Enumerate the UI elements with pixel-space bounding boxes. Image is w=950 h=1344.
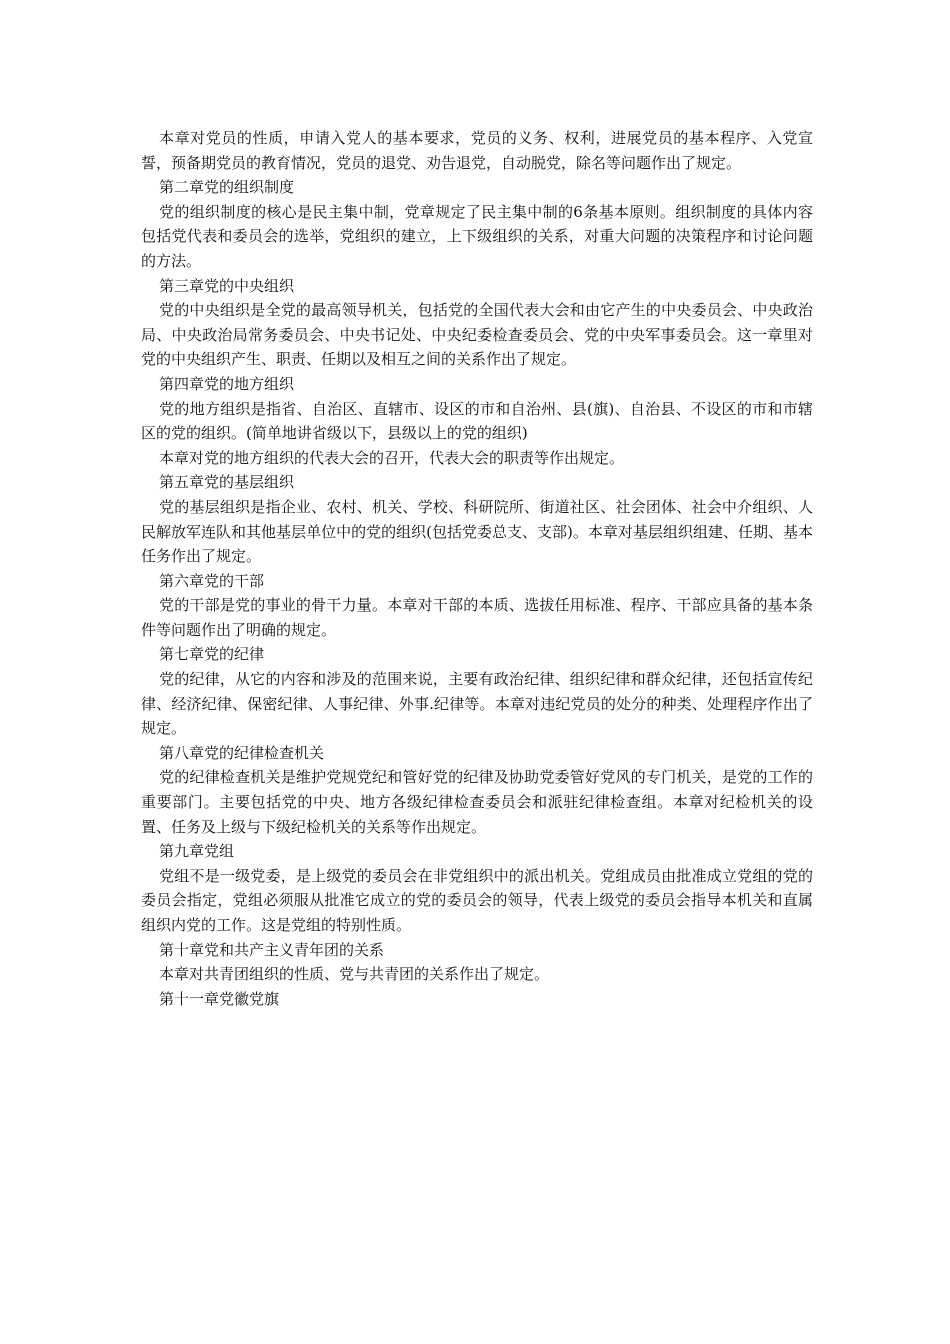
- chapter-heading-10: 第十章党和共产主义青年团的关系: [159, 940, 385, 959]
- chapter-heading-2: 第二章党的组织制度: [159, 178, 295, 197]
- paragraph-chapter1-summary: 本章对党员的性质，申请入党人的基本要求，党员的义务、权利，进展党员的基本程序、入党宣誓，预备期党员的教育情况，党员的退党、劝告退党，自动脱党，除名等问题作出了规定。: [141, 129, 813, 172]
- paragraph-chapter10-summary: 本章对共青团组织的性质、党与共青团的关系作出了规定。: [159, 965, 550, 984]
- paragraph-chapter7-summary: 党的纪律，从它的内容和涉及的范围来说，主要有政治纪律、组织纪律和群众纪律，还包括宣传纪律、经济纪律、保密纪律、人事纪律、外事.纪律等。本章对违纪党员的处分的种类、处理程序作出了规定。: [141, 670, 813, 738]
- chapter-heading-4: 第四章党的地方组织: [159, 374, 295, 393]
- paragraph-chapter4-note: 本章对党的地方组织的代表大会的召开，代表大会的职责等作出规定。: [159, 448, 625, 467]
- chapter-heading-7: 第七章党的纪律: [159, 645, 265, 664]
- chapter-heading-5: 第五章党的基层组织: [159, 473, 295, 492]
- paragraph-chapter6-summary: 党的干部是党的事业的骨干力量。本章对干部的本质、选拔任用标准、程序、干部应具备的基本条件等问题作出了明确的规定。: [141, 596, 813, 639]
- paragraph-chapter2-summary: 党的组织制度的核心是民主集中制，党章规定了民主集中制的6条基本原则。组织制度的具体内容包括党代表和委员会的选举，党组织的建立，上下级组织的关系，对重大问题的决策程序和讨论问题的方法。: [141, 202, 813, 270]
- paragraph-chapter3-summary: 党的中央组织是全党的最高领导机关，包括党的全国代表大会和由它产生的中央委员会、中央政治局、中央政治局常务委员会、中央书记处、中央纪委检查委员会、党的中央军事委员会。这一章里对党的中央组织产生、职责、任期以及相互之间的关系作出了规定。: [141, 301, 813, 369]
- chapter-heading-9: 第九章党组: [159, 842, 235, 861]
- chapter-heading-3: 第三章党的中央组织: [159, 276, 295, 295]
- chapter-heading-8: 第八章党的纪律检查机关: [159, 743, 325, 762]
- paragraph-chapter5-summary: 党的基层组织是指企业、农村、机关、学校、科研院所、街道社区、社会团体、社会中介组织、人民解放军连队和其他基层单位中的党的组织(包括党委总支、支部)。本章对基层组织组建、任期、基本任务作出了规定。: [141, 497, 813, 566]
- chapter-heading-6: 第六章党的干部: [159, 571, 265, 590]
- paragraph-chapter9-summary: 党组不是一级党委，是上级党的委员会在非党组织中的派出机关。党组成员由批准成立党组的党的委员会指定，党组必须服从批准它成立的党的委员会的领导，代表上级党的委员会指导本机关和直属组织内党的工作。这是党组的特别性质。: [141, 866, 813, 934]
- chapter-heading-11: 第十一章党徽党旗: [159, 989, 280, 1008]
- document-body: [141, 126, 813, 1011]
- paragraph-chapter8-summary: 党的纪律检查机关是维护党规党纪和管好党的纪律及协助党委管好党风的专门机关，是党的工作的重要部门。主要包括党的中央、地方各级纪律检查委员会和派驻纪律检查组。本章对纪检机关的设置、任务及上级与下级纪检机关的关系等作出规定。: [141, 768, 813, 836]
- paragraph-chapter4-summary: 党的地方组织是指省、自治区、直辖市、设区的市和自治州、县(旗)、自治县、不设区的市和市辖区的党的组织。(简单地讲省级以下，县级以上的党的组织): [141, 399, 813, 443]
